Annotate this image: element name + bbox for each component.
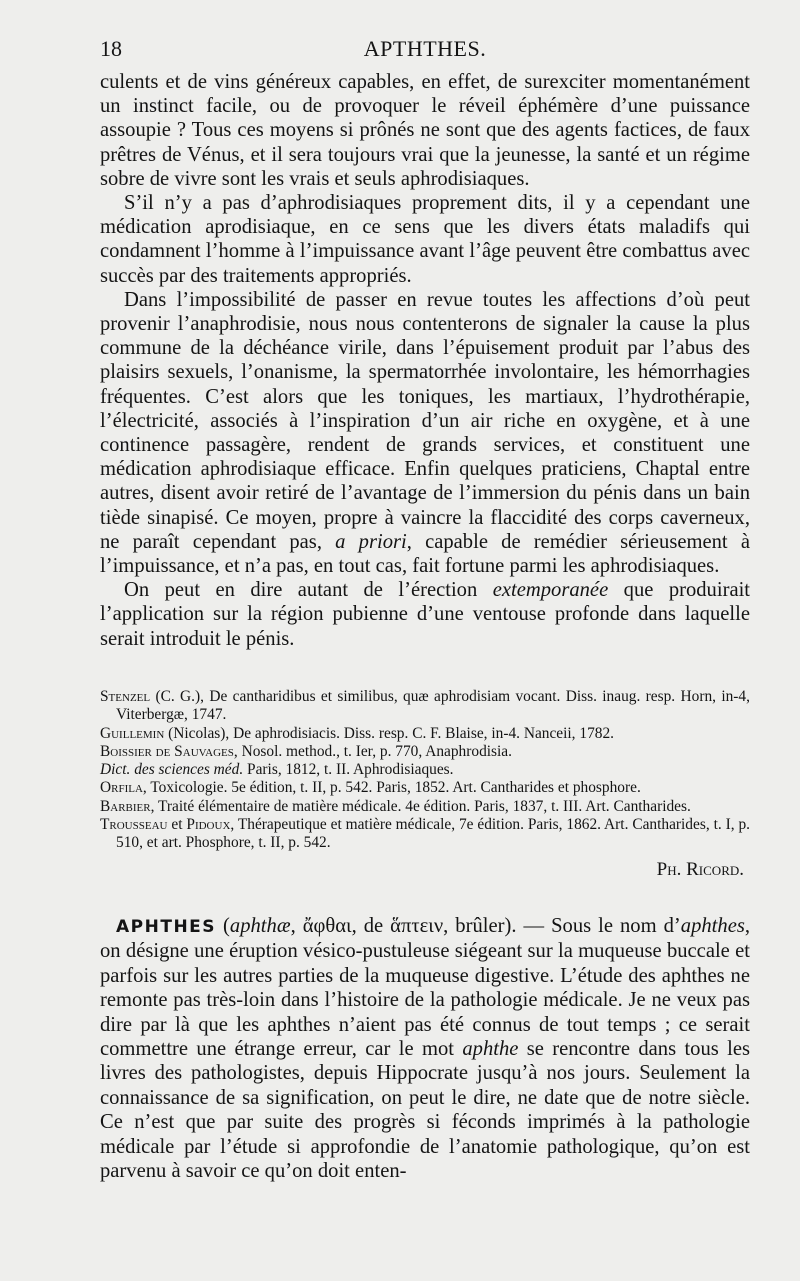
reference-author: Trousseau (100, 816, 168, 834)
dictionary-entry (100, 914, 750, 1183)
entry-headword: APHTHES (116, 917, 217, 937)
reference-author-2: Pidoux (186, 816, 231, 834)
reference-text: Paris, 1812, t. II. Aphrodisiaques. (247, 761, 454, 779)
entry-term-italic: aphthes (680, 915, 745, 937)
reference-text: , Nosol. method., t. Ier, p. 770, Anaphrodisia. (233, 742, 512, 760)
paragraph-4-text-a: On peut en dire autant de l’érection (124, 579, 478, 602)
body-text (100, 70, 750, 651)
etymology-greek: , ἄφθαι, de ἅπτειν, brûler). — Sous le nom d’ (290, 915, 681, 937)
etymology-open: ( (223, 915, 230, 937)
running-head: APTHTHES. (363, 36, 487, 61)
etymology-latin: aphthæ (229, 915, 291, 937)
entry-paragraph (100, 914, 750, 1183)
reference-item (100, 743, 750, 761)
reference-item (100, 779, 750, 797)
reference-text: , Toxicologie. 5e édition, t. II, p. 542. Paris, 1852. Art. Cantharides et phosphore. (142, 779, 641, 797)
reference-item (100, 798, 750, 816)
entry-text-2: se rencontre dans tous les livres des pathologistes, depuis Hippocrate jusqu’à nos jours. Seulement la connaissance de sa signification, on peut le dire, ne date que de notre siècle. Ce n’est que par suite des progrès si féconds imprimés à la pathologie médicale par l’étude si approfondie de l’anatomie pathologique, qu’on est parvenu à savoir ce qu’on doit enten- (100, 1038, 751, 1183)
reference-item (100, 688, 750, 725)
reference-text: (C. G.), De cantharidibus et similibus, quæ aphrodisiam vocant. Diss. inaug. resp. Horn, in-4, Viterbergæ, 1747. (116, 688, 750, 724)
page-number: 18 (100, 36, 122, 61)
author-signature: Ph. Ricord. (656, 858, 744, 880)
entry-text-1: , on désigne une éruption vésico-pustuleuse siégeant sur la muqueuse buccale et parfois sur les autres parties de la muqueuse digestive. L’étude des aphthes ne remonte pas très-loin dans l’histoire de la pathologie médicale. Je ne veux pas dire par là que les aphthes n’aient pas été connus de tout temps ; ce serait commettre une étrange erreur, car le mot (100, 915, 751, 1061)
reference-text: (Nicolas), De aphrodisiacis. Diss. resp. C. F. Blaise, in-4. Nanceii, 1782. (168, 724, 615, 742)
entry-term-italic-2: aphthe (462, 1038, 519, 1061)
reference-text-2: , Thérapeutique et matière médicale, 7e édition. Paris, 1862. Art. Cantharides, t. I, p. 510, et art. Phosphore, t. II, p. 542. (116, 816, 750, 852)
paragraph-3-text-a: Dans l’impossibilité de passer en revue toutes les affections d’où peut provenir l’anaphrodisie, nous nous contenterons de signaler la cause la plus commune de la déchéance virile, dans l’épuisement produit par l’abus des plaisirs sexuels, l’onanisme, la spermatorrhée involontaire, les hémorrhagies fréquentes. C’est alors que les toniques, les martiaux, l’hydrothérapie, l’électricité, associés à l’inspiration d’un air riche en oxygène, et à une continence passagère, rendent de grands services, et constituent une médication aphrodisiaque efficace. Enfin quelques praticiens, Chaptal entre autres, disent avoir retiré de l’avantage de l’immersion du pénis dans un bain tiède sinapisé. Ce moyen, propre à vaincre la flaccidité des corps caverneux, ne paraît cependant pas, (100, 288, 750, 553)
reference-author: Orfila (100, 779, 143, 797)
reference-author: Boissier de Sauvages (100, 742, 234, 760)
page-header (100, 36, 750, 66)
reference-author: Stenzel (100, 688, 151, 705)
paragraph-2: S’il n’y a pas d’aphrodisiaques proprement dits, il y a cependant une médication aprodisiaque, en ce sens que les divers états maladifs qui condamnent l’homme à l’impuissance avant l’âge peuvent être combattus avec succès par des traitements appropriés. (100, 192, 750, 287)
paragraph-3 (100, 288, 750, 578)
reference-text: , Traité élémentaire de matière médicale. 4e édition. Paris, 1837, t. III. Art. Cantharides. (150, 797, 691, 815)
bibliography (100, 688, 750, 879)
reference-author: Guillemin (100, 724, 165, 742)
reference-item (100, 725, 750, 743)
paragraph-4 (100, 578, 750, 651)
reference-item (100, 761, 750, 779)
paragraph-4-text-b: que produirait l’application sur la région pubienne d’une ventouse profonde dans laquelle serait introduit le pénis. (100, 579, 751, 650)
reference-text: et (171, 816, 183, 834)
paragraph-3-italic: a priori (335, 530, 407, 553)
reference-author: Barbier (100, 797, 151, 815)
reference-item (100, 816, 750, 853)
paragraph-1: culents et de vins généreux capables, en effet, de surexciter momentanément un instinct facile, ou de provoquer le réveil éphémère d’une puissance assoupie ? Tous ces moyens si prônés ne sont que des agents factices, de faux prêtres de Vénus, et il sera toujours vrai que la jeunesse, la santé et un régime sobre de vivre sont les vrais et seuls aphrodisiaques. (100, 71, 750, 190)
paragraph-3-text-b: , capable de remédier sérieusement à l’impuissance, et n’a pas, en tout cas, fait fortune parmi les aphrodisiaques. (100, 530, 750, 578)
reference-title: Dict. des sciences méd. (100, 761, 244, 779)
paragraph-4-italic: extemporanée (492, 579, 609, 602)
